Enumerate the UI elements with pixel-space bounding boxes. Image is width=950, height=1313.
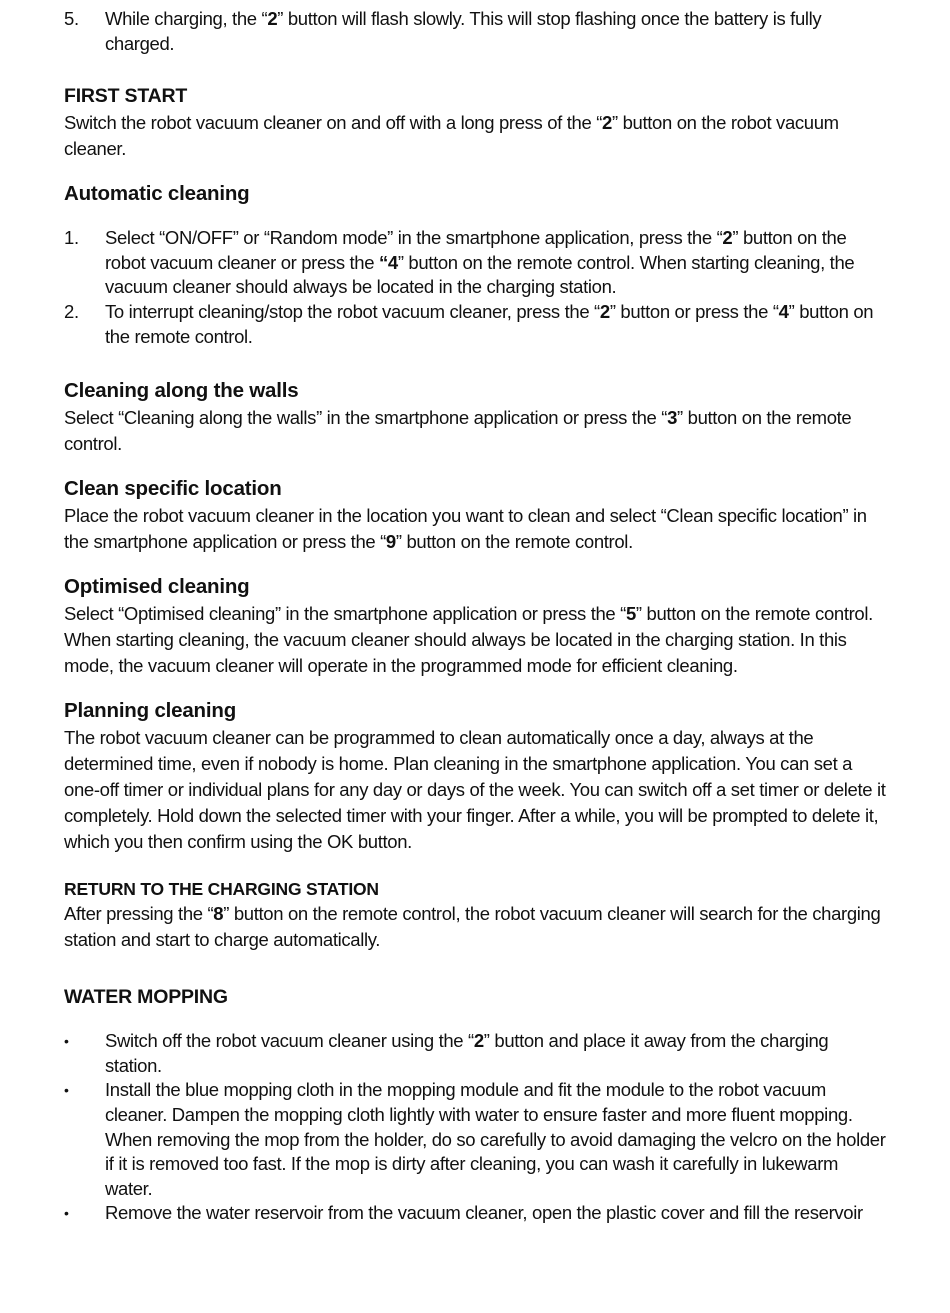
planning-cleaning-paragraph: The robot vacuum cleaner can be programmed to clean automatically once a day, always at the determined time, even if nobody is home. Plan cleaning in the smartphone application. You can set a one-off timer or individual plans for any day or days of the week. You can switch off a set timer or delete it completely. Hold down the selected timer with your finger. After a while, you will be prompted to delete it, which you then confirm using the OK button. bbox=[64, 727, 886, 853]
section-heading-first-start: FIRST START bbox=[64, 85, 188, 108]
walls-paragraph: Select “Cleaning along the walls” in the smartphone application or press the “3” button on the remote control. bbox=[64, 407, 852, 455]
section-heading-specific-location: Clean specific location bbox=[64, 477, 282, 501]
section-heading-automatic-cleaning: Automatic cleaning bbox=[64, 182, 250, 206]
charging-steps-list bbox=[64, 7, 886, 56]
list-item: 2. To interrupt cleaning/stop the robot vacuum cleaner, press the “2” button or press the “4” button on the remote control. bbox=[64, 300, 874, 347]
section-heading-walls: Cleaning along the walls bbox=[64, 379, 299, 403]
section-heading-return-station: RETURN TO THE CHARGING STATION bbox=[64, 879, 379, 900]
water-mopping-list bbox=[64, 1029, 886, 1226]
optimised-cleaning-paragraph: Select “Optimised cleaning” in the smartphone application or press the “5” button on the remote control. When starting cleaning, the vacuum cleaner should always be located in the charging station. In this mode, the vacuum cleaner will operate in the programmed mode for efficient cleaning. bbox=[64, 603, 873, 677]
first-start-paragraph: Switch the robot vacuum cleaner on and off with a long press of the “2” button on the robot vacuum cleaner. bbox=[64, 112, 839, 160]
list-item: • Install the blue mopping cloth in the mopping module and fit the module to the robot vacuum cleaner. Dampen the mopping cloth lightly with water to ensure faster and more fluent mopping. When removing the mop from the holder, do so carefully to avoid damaging the velcro on the holder if it is removed too fast. If the mop is dirty after cleaning, you can wash it carefully in lukewarm water. bbox=[64, 1079, 886, 1199]
list-item: • Remove the water reservoir from the vacuum cleaner, open the plastic cover and fill the reservoir bbox=[64, 1201, 886, 1226]
section-heading-water-mopping: WATER MOPPING bbox=[64, 986, 228, 1009]
bullet-marker: • bbox=[64, 1033, 69, 1050]
list-number: 1. bbox=[64, 227, 79, 249]
list-number: 5. bbox=[64, 8, 79, 29]
bullet-marker: • bbox=[64, 1205, 69, 1222]
list-item: 5. While charging, the “2” button will flash slowly. This will stop flashing once the battery is fully charged. bbox=[64, 8, 822, 54]
section-heading-planning-cleaning: Planning cleaning bbox=[64, 699, 237, 723]
list-item: 1. Select “ON/OFF” or “Random mode” in the smartphone application, press the “2” button on the robot vacuum cleaner or press the “4” button on the remote control. When starting cleaning, the vacuum cleaner should always be located in the charging station. bbox=[64, 227, 855, 298]
section-heading-optimised-cleaning: Optimised cleaning bbox=[64, 575, 250, 599]
document-body bbox=[64, 7, 886, 1226]
list-number: 2. bbox=[64, 300, 79, 322]
bullet-marker: • bbox=[64, 1082, 69, 1099]
return-station-paragraph: After pressing the “8” button on the remote control, the robot vacuum cleaner will search for the charging station and start to charge automatically. bbox=[64, 903, 881, 951]
list-item: • Switch off the robot vacuum cleaner using the “2” button and place it away from the charging station. bbox=[64, 1030, 829, 1076]
automatic-cleaning-list bbox=[64, 226, 886, 349]
specific-location-paragraph: Place the robot vacuum cleaner in the location you want to clean and select “Clean specific location” in the smartphone application or press the “9” button on the remote control. bbox=[64, 505, 867, 553]
